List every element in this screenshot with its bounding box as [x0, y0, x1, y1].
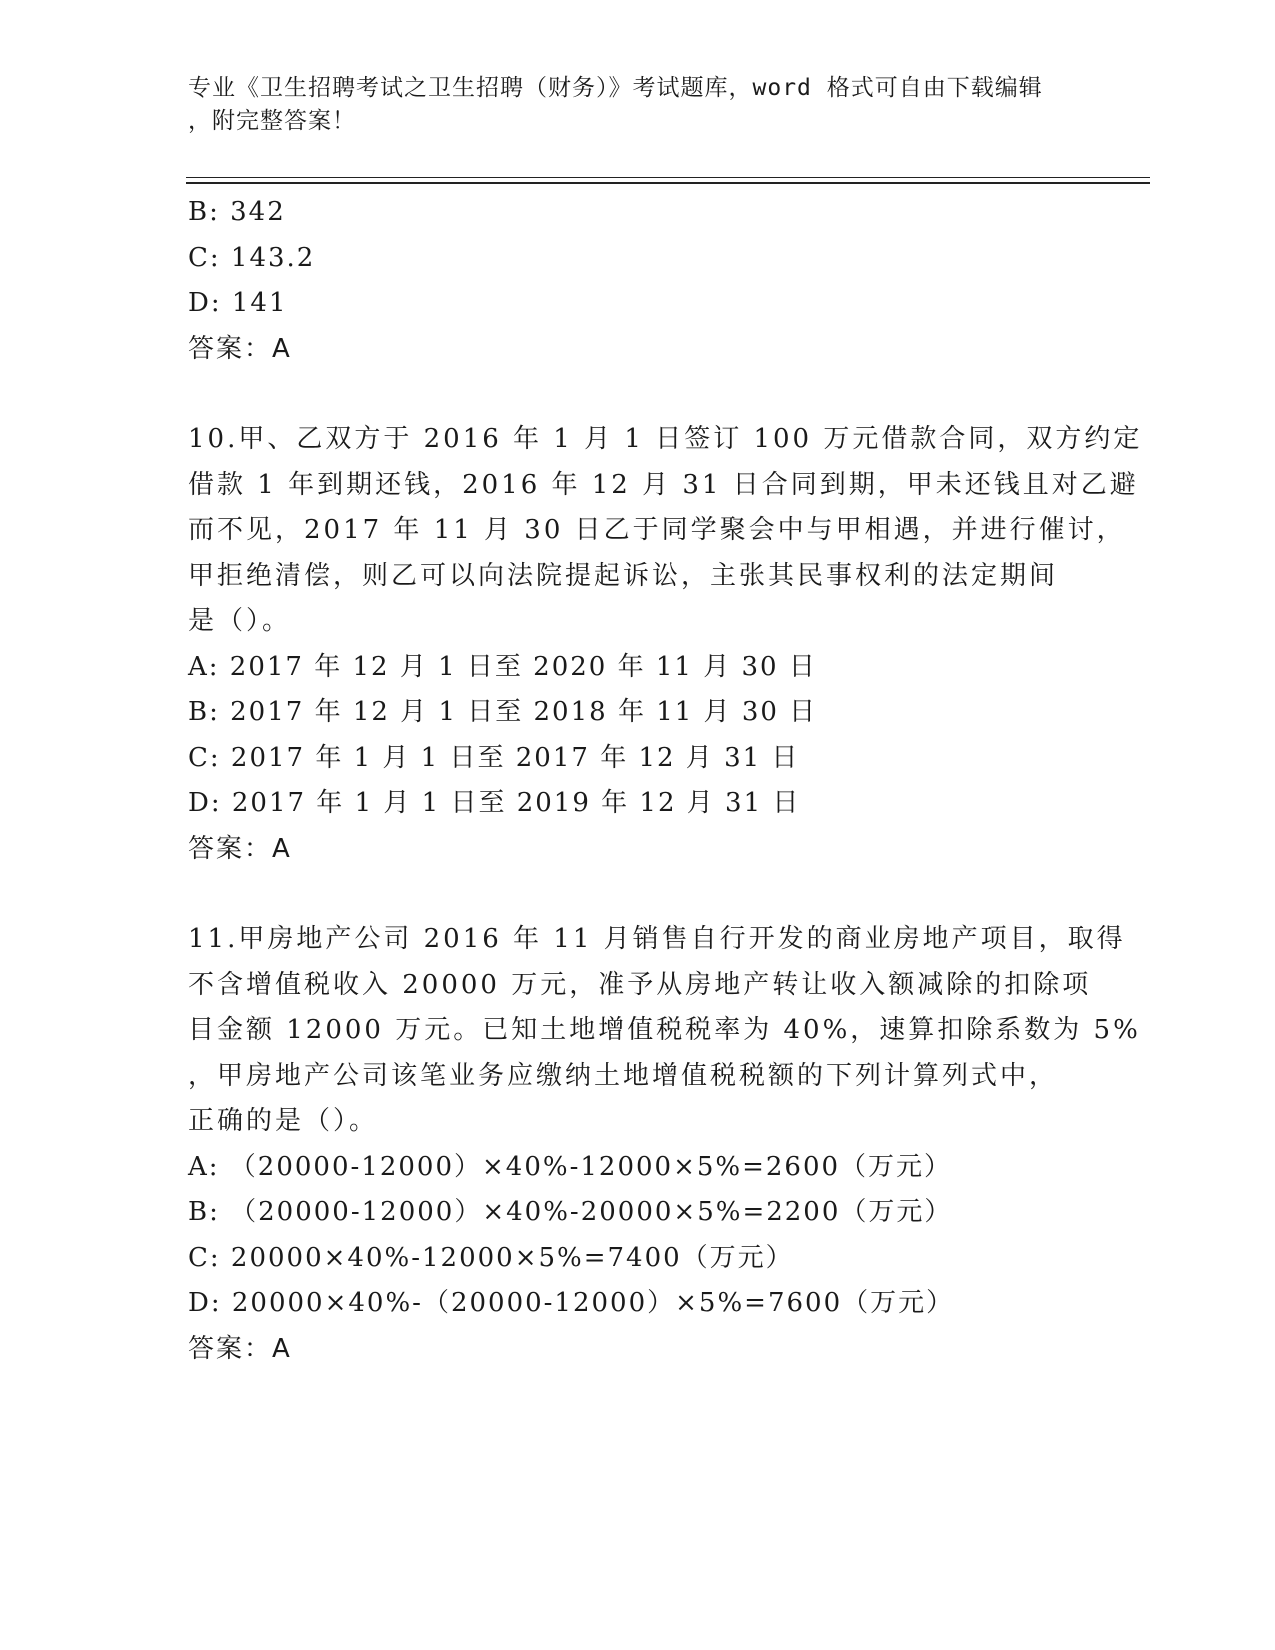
answer-line: 答案：A: [188, 833, 292, 864]
stem-line: ，甲房地产公司该笔业务应缴纳土地增值税税额的下列计算列式中，: [188, 1060, 1059, 1091]
document-body: [188, 190, 1143, 1372]
document-header: [188, 72, 1068, 138]
answer-line: 答案：A: [188, 1333, 292, 1364]
option-a: A: （20000-12000）×40%-12000×5%=2600（万元）: [188, 1151, 953, 1182]
header-line-1: 专业《卫生招聘考试之卫生招聘（财务）》考试题库，word 格式可自由下载编辑: [188, 75, 1043, 101]
question-11: [188, 917, 1141, 1372]
question-11-stem: [188, 917, 1141, 1145]
option-b: B: （20000-12000）×40%-20000×5%=2200（万元）: [188, 1197, 953, 1227]
option-a: A: 2017 年 12 月 1 日至 2020 年 11 月 30 日: [188, 651, 817, 682]
stem-line: 而不见，2017 年 11 月 30 日乙于同学聚会中与甲相遇，并进行催讨，: [188, 515, 1126, 545]
question-10-stem: [188, 417, 1143, 645]
option-c: C: 2017 年 1 月 1 日至 2017 年 12 月 31 日: [188, 742, 800, 773]
option-c: C: 20000×40%-12000×5%=7400（万元）: [188, 1242, 794, 1273]
stem-line: 11.甲房地产公司 2016 年 11 月销售自行开发的商业房地产项目，取得: [188, 924, 1126, 954]
prev-question: [188, 190, 1088, 372]
option-b: B: 2017 年 12 月 1 日至 2018 年 11 月 30 日: [188, 697, 818, 727]
option-b: B: 342: [188, 197, 286, 227]
stem-line: 目金额 12000 万元。已知土地增值税税率为 40%，速算扣除系数为 5%: [188, 1015, 1141, 1045]
stem-line: 正确的是（）。: [188, 1106, 379, 1136]
option-c: C: 143.2: [188, 242, 316, 273]
option-d: D: 2017 年 1 月 1 日至 2019 年 12 月 31 日: [188, 788, 801, 818]
stem-line: 10.甲、乙双方于 2016 年 1 月 1 日签订 100 万元借款合同，双方约定: [188, 424, 1143, 454]
stem-line: 甲拒绝清偿，则乙可以向法院提起诉讼，主张其民事权利的法定期间: [188, 560, 1059, 591]
stem-line: 借款 1 年到期还钱，2016 年 12 月 31 日合同到期，甲未还钱且对乙避: [188, 469, 1139, 500]
option-d: D: 141: [188, 288, 288, 318]
option-d: D: 20000×40%-（20000-12000）×5%=7600（万元）: [188, 1288, 955, 1318]
header-line-2: ，附完整答案！: [188, 108, 356, 134]
stem-line: 是（）。: [188, 606, 292, 636]
question-10: [188, 417, 1143, 872]
header-divider-thick: [186, 182, 1150, 184]
header-divider-thin: [186, 177, 1150, 178]
answer-line: 答案：A: [188, 333, 292, 364]
stem-line: 不含增值税收入 20000 万元，准予从房地产转让收入额减除的扣除项: [188, 969, 1092, 1000]
